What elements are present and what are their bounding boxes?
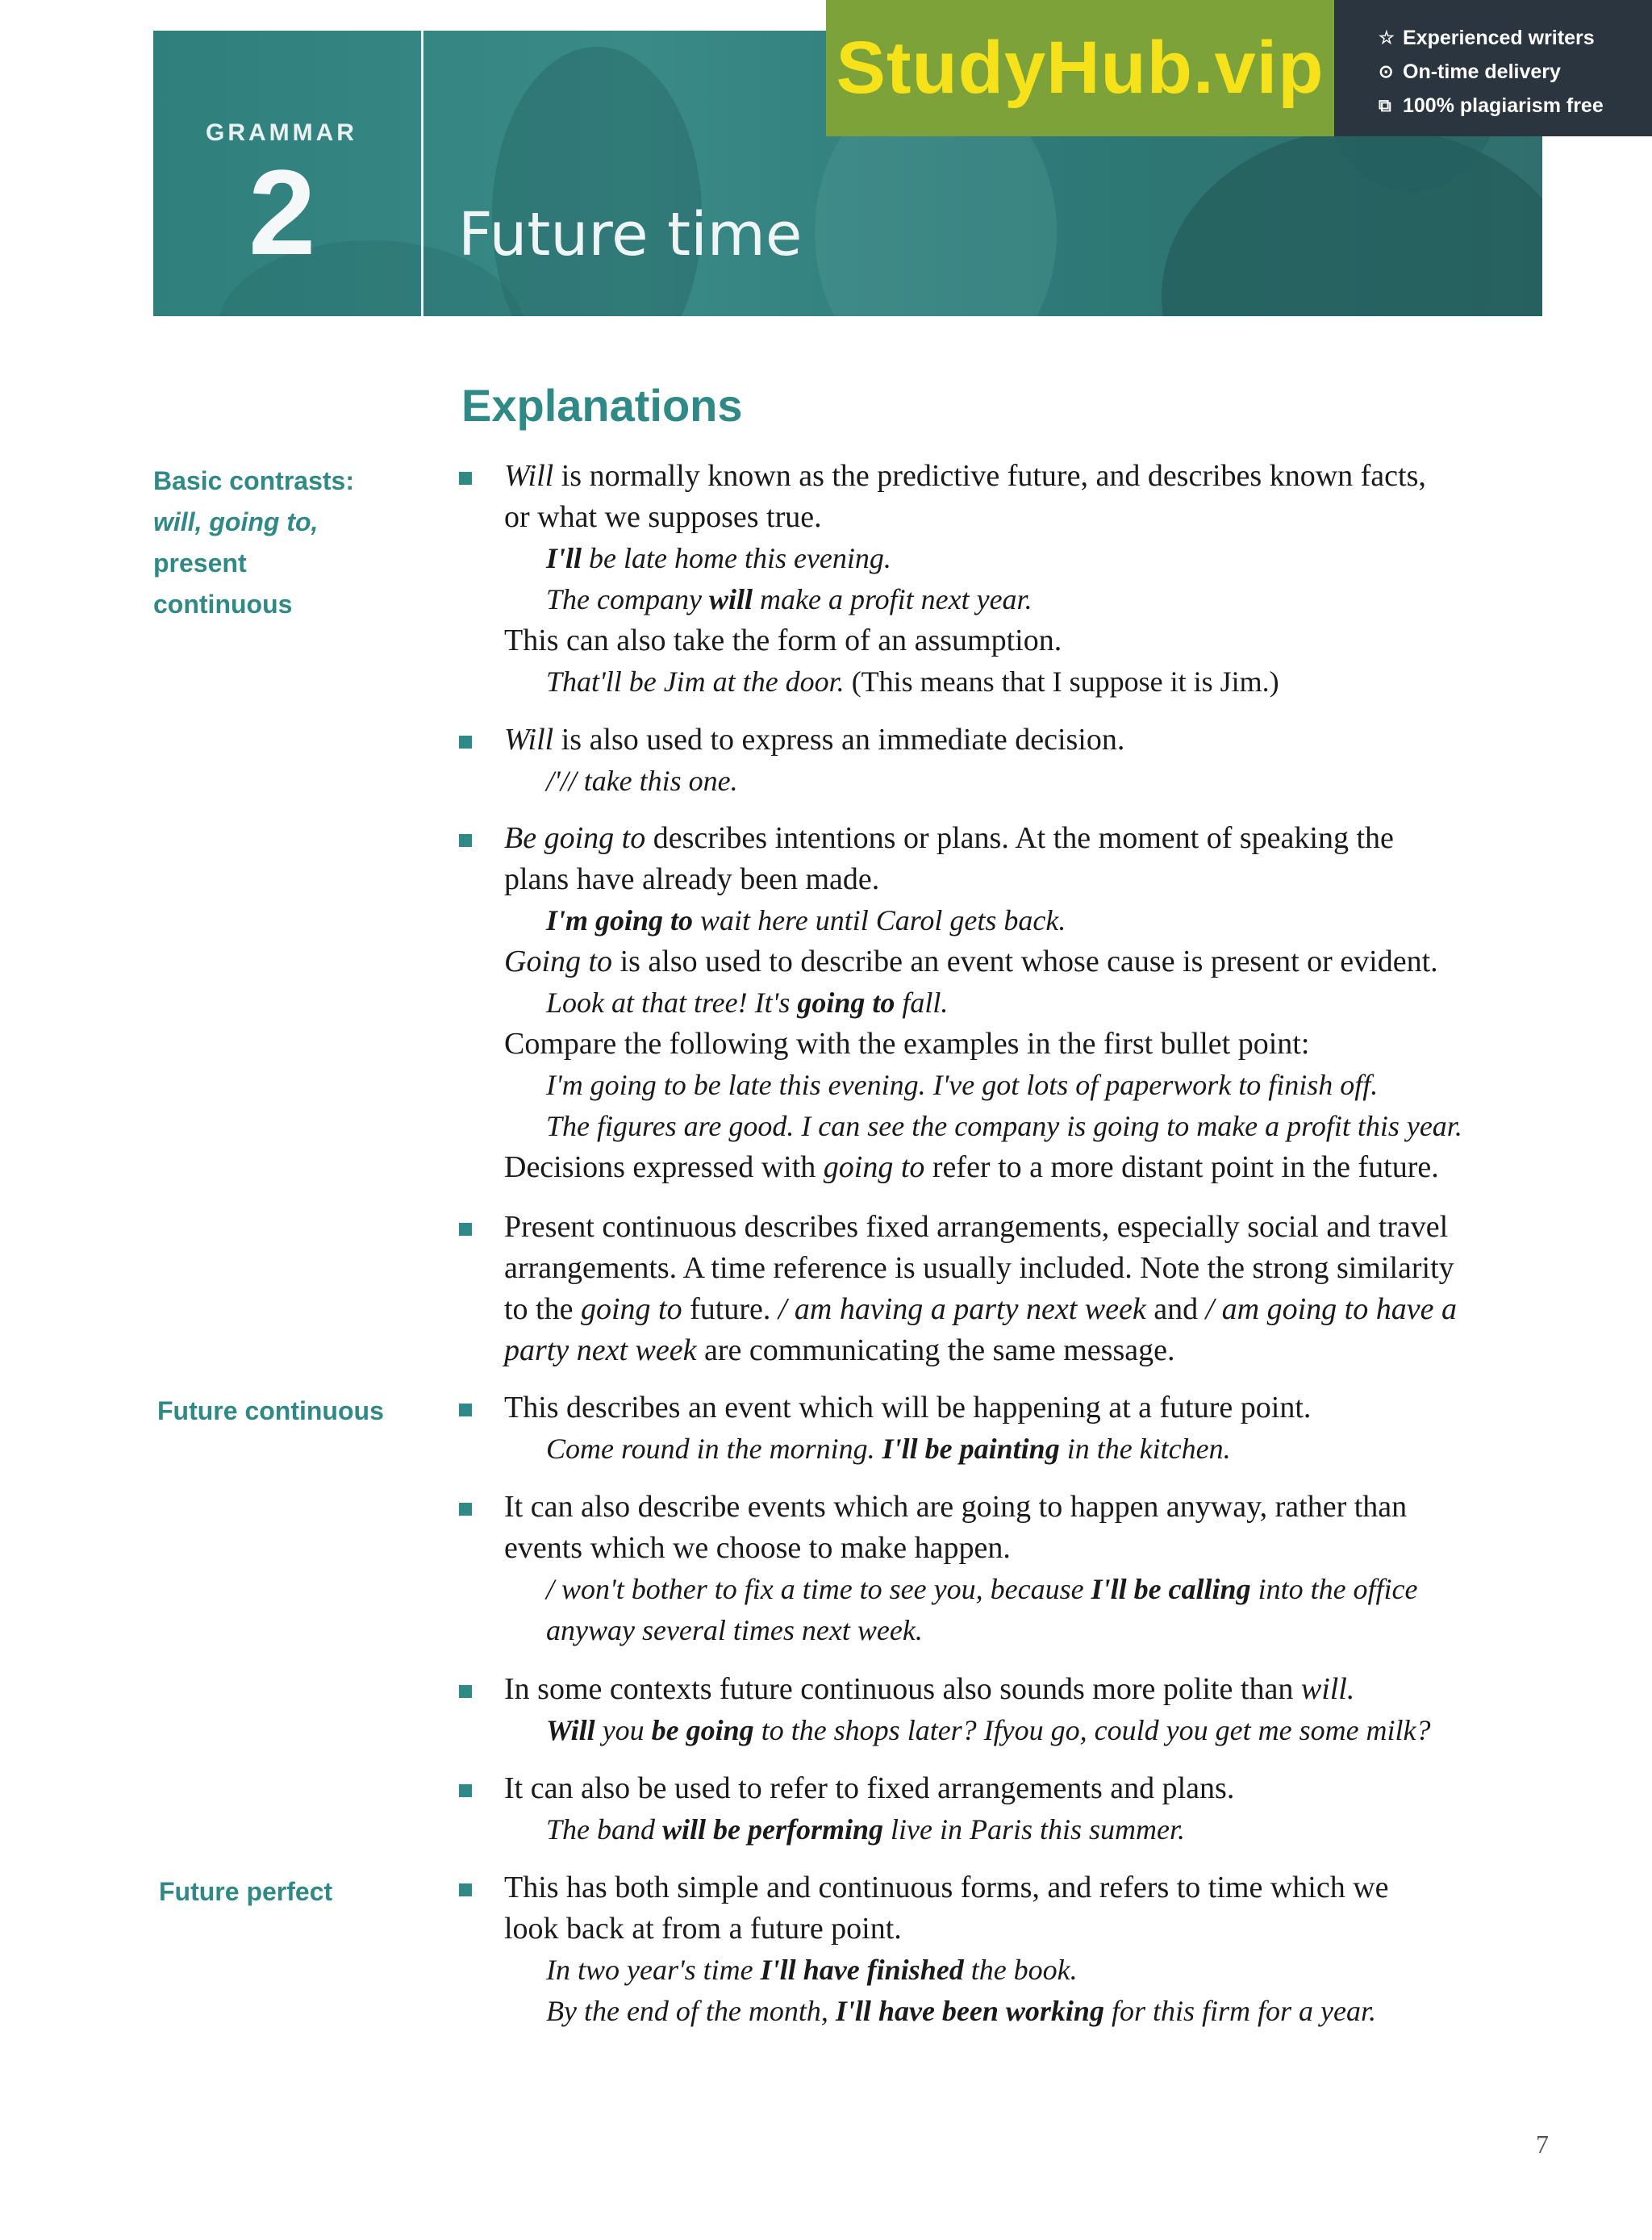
bullet-square-icon [459,1784,472,1797]
sidebar-line: continuous [153,590,293,619]
text-line: plans have already been made. [504,862,880,896]
text-line: look back at from a future point. [504,1912,902,1946]
star-outline-icon: ☆ [1379,27,1395,48]
sidebar-line: present [153,549,247,578]
text-line: This has both simple and continuous forms, and refers to time which we [504,1871,1389,1904]
ad-feature-label: 100% plagiarism free [1403,94,1604,117]
explanation-entry [460,1867,1557,2032]
example-sentence: / won't bother to fix a time to see you, because I'll be calling into the office [546,1573,1418,1605]
unit-number: 2 [248,144,316,280]
sidebar-label-future-perfect: Future perfect [159,1877,333,1906]
text-line: party next week are communicating the same message. [504,1333,1175,1367]
text-line: This can also take the form of an assumption. [504,624,1062,657]
sidebar-label-basic-contrasts [153,461,354,625]
example-sentence: Look at that tree! It's going to fall. [546,987,949,1019]
banner-photo-shape [492,47,702,316]
text-line: Compare the following with the examples in the first bullet point: [504,1027,1310,1061]
ad-feature-list [1379,21,1604,123]
ad-feature-item [1379,55,1604,89]
ad-feature-item [1379,89,1604,123]
bullet-square-icon [459,1223,472,1236]
ad-feature-label: Experienced writers [1403,26,1595,49]
clock-icon: ⊙ [1379,61,1394,81]
page-number: 7 [1536,2129,1549,2159]
bullet-square-icon [459,736,472,749]
example-sentence: That'll be Jim at the door. (This means that I suppose it is Jim.) [546,665,1279,698]
example-sentence: In two year's time I'll have finished the book. [546,1954,1078,1986]
text-line: In some contexts future continuous also sounds more polite than will. [504,1672,1355,1706]
text-line: It can also describe events which are going to happen anyway, rather than [504,1490,1408,1524]
explanation-entry [460,1487,1557,1651]
explanation-entry [460,1768,1557,1850]
bullet-square-icon [459,1404,472,1416]
text-line: Decisions expressed with going to refer to a more distant point in the future. [504,1150,1439,1184]
text-line: Present continuous describes fixed arrangements, especially social and travel [504,1210,1449,1244]
text-line: Be going to describes intentions or plans. At the moment of speaking the [504,821,1394,855]
banner-divider [421,31,423,316]
explanation-entry [460,818,1557,1188]
sidebar-line: will, going to, [153,507,319,536]
explanation-entry [460,456,1557,703]
sidebar-line: Basic contrasts: [153,466,354,495]
explanation-entry [460,1207,1557,1371]
example-sentence: Come round in the morning. I'll be painting in the kitchen. [546,1433,1231,1465]
text-line: Will is also used to express an immediate decision. [504,723,1125,757]
sidebar-label-future-continuous: Future continuous [157,1396,384,1425]
explanation-entry [460,720,1557,802]
bullet-square-icon [459,1883,472,1896]
bullet-square-icon [459,1685,472,1698]
text-line: or what we supposes true. [504,500,822,534]
explanation-entry [460,1387,1557,1470]
example-sentence: anyway several times next week. [546,1614,923,1646]
text-line: Going to is also used to describe an event whose cause is present or evident. [504,945,1438,978]
grammar-label: GRAMMAR [206,119,357,146]
example-sentence: I'll be late home this evening. [546,542,891,574]
text-line: Will is normally known as the predictive future, and describes known facts, [504,459,1426,493]
copy-icon: ⧉ [1379,95,1391,115]
studyhub-ad-banner[interactable] [826,0,1652,136]
example-sentence: I'm going to wait here until Carol gets back. [546,904,1066,936]
section-heading: Explanations [461,380,743,431]
bullet-square-icon [459,472,472,485]
unit-title: Future time [458,200,803,269]
text-line: to the going to future. / am having a party next week and / am going to have a [504,1292,1457,1326]
ad-brand-text: StudyHub.vip [836,27,1325,109]
example-sentence: By the end of the month, I'll have been working for this firm for a year. [546,1995,1376,2027]
ad-brand-panel[interactable] [826,0,1334,136]
ad-feature-label: On-time delivery [1403,60,1561,83]
text-line: events which we choose to make happen. [504,1531,1011,1565]
example-sentence: I'm going to be late this evening. I've got lots of paperwork to finish off. [546,1069,1379,1101]
text-line: arrangements. A time reference is usually included. Note the strong similarity [504,1251,1454,1285]
example-sentence: The company will make a profit next year. [546,583,1032,615]
bullet-square-icon [459,1503,472,1516]
example-sentence: The figures are good. I can see the company is going to make a profit this year. [546,1110,1462,1142]
ad-feature-item [1379,21,1604,55]
text-line: It can also be used to refer to fixed arrangements and plans. [504,1771,1235,1805]
example-sentence: Will you be going to the shops later? Ifyou go, could you get me some milk? [546,1714,1431,1746]
bullet-square-icon [459,834,472,847]
example-sentence: /'// take this one. [546,765,738,797]
explanation-entry [460,1669,1557,1751]
example-sentence: The band will be performing live in Paris this summer. [546,1813,1186,1846]
text-line: This describes an event which will be happening at a future point. [504,1391,1312,1425]
